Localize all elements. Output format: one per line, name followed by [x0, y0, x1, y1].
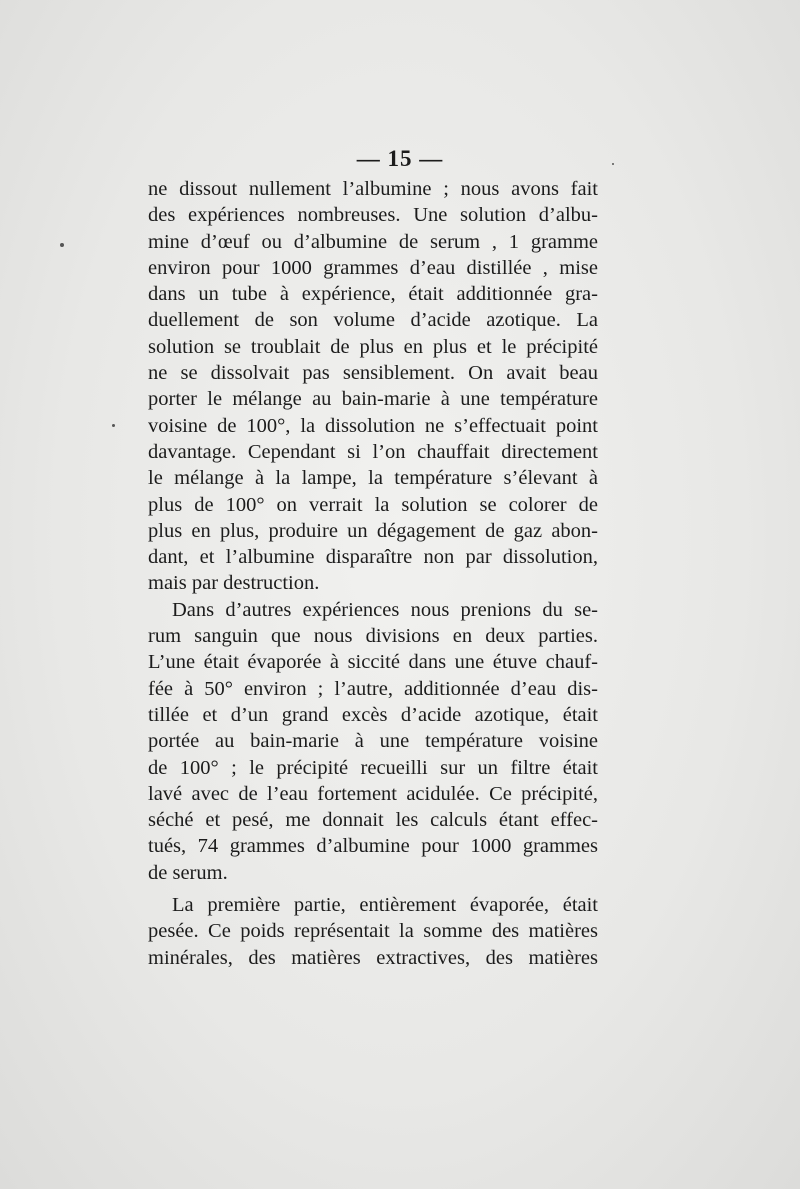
text-line: de serum.	[148, 861, 228, 884]
text-line: dant, et l’albumine disparaître non par dissolution,	[148, 546, 598, 569]
text-line: portée au bain-marie à une température voisine	[148, 730, 598, 753]
text-line: mine d’œuf ou d’albumine de serum , 1 gramme	[148, 230, 598, 253]
text-line: plus de 100° on verrait la solution se colorer de	[148, 493, 598, 516]
text-line: duellement de son volume d’acide azotique. La	[148, 309, 598, 332]
text-line: fée à 50° environ ; l’autre, additionnée d’eau dis-	[148, 677, 598, 700]
text-line: La première partie, entièrement évaporée, était	[172, 894, 598, 917]
text-line: des expériences nombreuses. Une solution d’albu-	[148, 204, 598, 227]
text-line: Dans d’autres expériences nous prenions du se-	[172, 598, 598, 621]
text-line: minérales, des matières extractives, des matières	[148, 946, 598, 969]
text-line: dans un tube à expérience, était additionnée gra-	[148, 283, 598, 306]
text-line: le mélange à la lampe, la température s’élevant à	[148, 467, 598, 490]
text-line: de 100° ; le précipité recueilli sur un filtre était	[148, 756, 598, 779]
text-line: rum sanguin que nous divisions en deux parties.	[148, 625, 598, 648]
paper-speck	[60, 243, 64, 247]
paper-speck	[112, 424, 115, 427]
text-line: davantage. Cependant si l’on chauffait directement	[148, 440, 598, 463]
text-line: lavé avec de l’eau fortement acidulée. Ce précipité,	[148, 782, 598, 805]
page-number: — 15 —	[356, 146, 444, 171]
text-line: ne se dissolvait pas sensiblement. On avait beau	[148, 362, 598, 385]
text-line: porter le mélange au bain-marie à une température	[148, 388, 598, 411]
text-line: tués, 74 grammes d’albumine pour 1000 grammes	[148, 835, 598, 858]
paper-speck	[612, 163, 614, 165]
text-line: ne dissout nullement l’albumine ; nous avons fait	[148, 178, 598, 200]
text-line: pesée. Ce poids représentait la somme des matières	[148, 920, 598, 943]
text-line: L’une était évaporée à siccité dans une étuve chauf-	[148, 651, 598, 674]
text-line: plus en plus, produire un dégagement de gaz abon-	[148, 519, 598, 542]
text-line: mais par destruction.	[148, 572, 320, 595]
text-line: tillée et d’un grand excès d’acide azotique, était	[148, 703, 598, 726]
text-line: séché et pesé, me donnait les calculs étant effec-	[148, 809, 598, 832]
text-line: environ pour 1000 grammes d’eau distillée , mise	[148, 256, 598, 279]
text-line: voisine de 100°, la dissolution ne s’effectuait point	[148, 414, 598, 437]
text-line: solution se troublait de plus en plus et le précipité	[148, 335, 598, 358]
body-text	[148, 176, 598, 971]
